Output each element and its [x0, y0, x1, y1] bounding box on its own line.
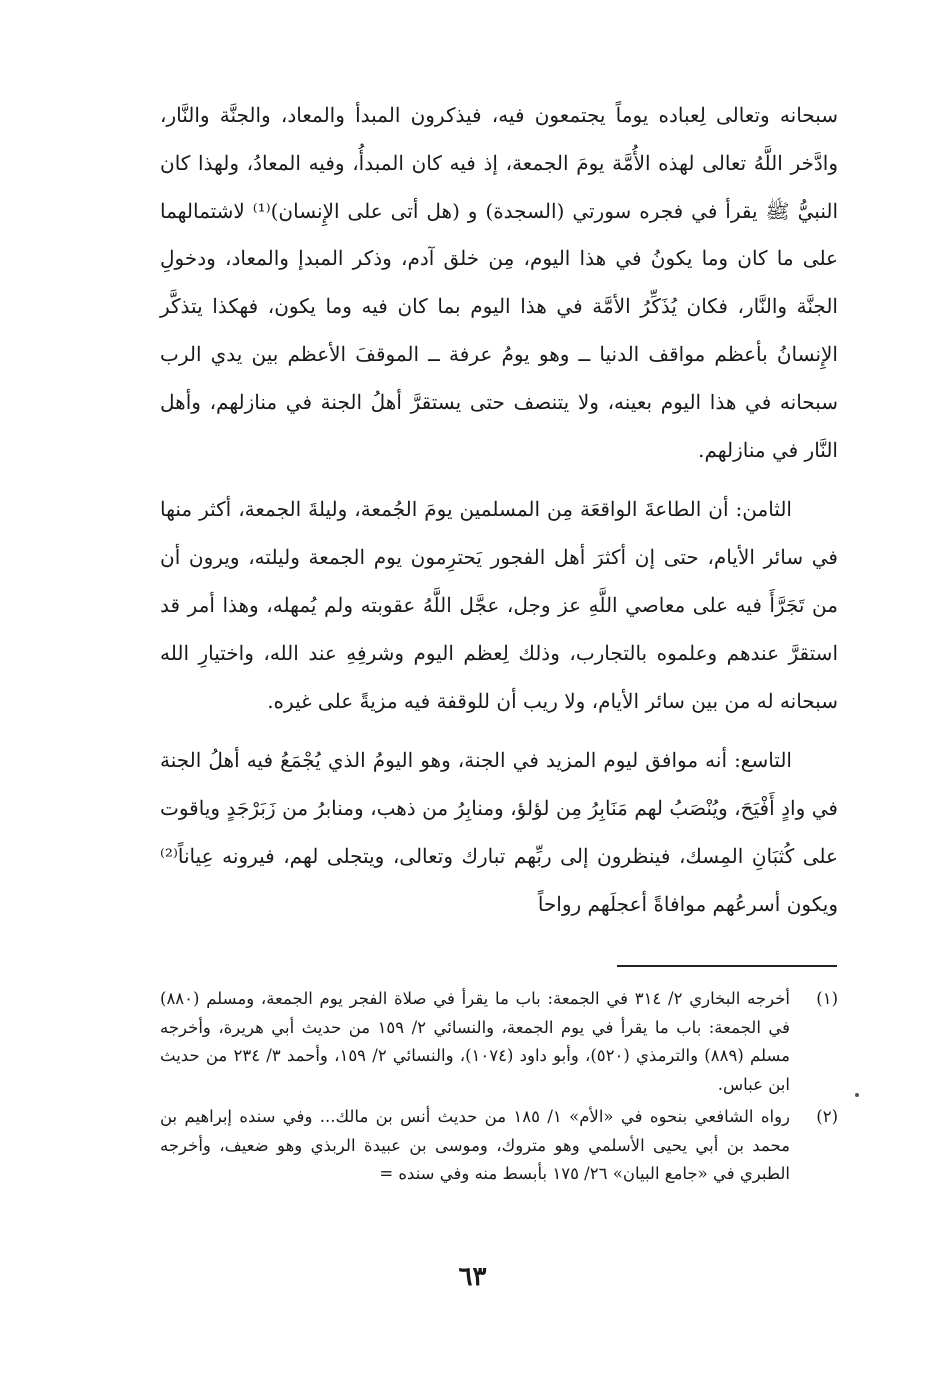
scan-speck [855, 1093, 859, 1097]
page-number: ٦٣ [458, 1262, 487, 1292]
footnote-1-number: (١) [816, 989, 838, 1008]
main-text [160, 92, 838, 929]
footnote-2-number: (٢) [816, 1107, 838, 1126]
paragraph-1: سبحانه وتعالى لِعباده يوماً يجتمعون فيه، فيذكرون المبدأ والمعاد، والجنَّة والنَّار، وادَّخر اللَّهُ تعالى لهذه الأُمَّة يومَ الجمعة، إذ فيه كان المبدأُ، وفيه المعادُ، ولهذا كان النبيُّ ﷺ يقرأ في فجره سورتي (السجدة) و (هل أتى على الإِنسان)⁽¹⁾ لاشتمالهما على ما كان وما يكونُ في هذا اليوم، مِن خلق آدم، وذكر المبدإ والمعاد، ودخولِ الجنَّة والنَّار، فكان يُذَكِّرُ الأمَّة في هذا اليوم بما كان فيه وما يكون، فهكذا يتذكَّر الإِنسانُ بأعظم مواقف الدنيا ــ وهو يومُ عرفة ــ الموقفَ الأعظم بين يدي الرب سبحانه في هذا اليوم بعينه، ولا يتنصف حتى يستقرَّ أهلُ الجنة في منازلهم، وأهل النَّار في منازلهم. [160, 103, 838, 462]
paragraph-ninth: التاسع: أنه موافق ليوم المزيد في الجنة، وهو اليومُ الذي يُجْمَعُ فيه أهلُ الجنة في وادٍ أَفْيَحَ، ويُنْصَبُ لهم مَنَابِرُ مِن لؤلؤ، ومنابِرُ من ذهب، ومنابرُ من زَبَرْجَدٍ وياقوت على كُثبَانِ المِسك، فينظرون إلى ربِّهم تبارك وتعالى، ويتجلى لهم، فيرونه عِياناً⁽²⁾ ويكون أسرعُهم موافاةً أعجلَهم رواحاً [160, 748, 838, 916]
footnote-2-text: رواه الشافعي بنحوه في «الأم» ١/ ١٨٥ من حديث أنس بن مالك... وفي سنده إبراهيم بن محمد بن أبي يحيى الأسلمي وهو متروك، وموسى بن عبيدة الربذي وهو ضعيف، وأخرجه الطبري في «جامع البيان» ٢٦/ ١٧٥ بأبسط منه وفي سنده = [160, 1107, 791, 1183]
paragraph-eighth: الثامن: أن الطاعةَ الواقعَة مِن المسلمين يومَ الجُمعة، وليلةَ الجمعة، أكثر منها في سائر الأيام، حتى إن أكثرَ أهل الفجور يَحترِمون يوم الجمعة وليلته، ويرون أن من تَجَرَّأَ فيه على معاصي اللَّهِ عز وجل، عجَّل اللَّهُ عقوبته ولم يُمهله، وهذا أمر قد استقرَّ عندهم وعلموه بالتجارب، وذلك لِعظم اليوم وشرفِهِ عند الله، واختيارِ الله سبحانه له من بين سائر الأيام، ولا ريب أن للوقفة فيه مزيةً على غيره. [160, 497, 838, 713]
footnote-1-text: أخرجه البخاري ٢/ ٣١٤ في الجمعة: باب ما يقرأ في صلاة الفجر يوم الجمعة، ومسلم (٨٨٠) في الجمعة: باب ما يقرأ في يوم الجمعة، والنسائي ٢/ ١٥٩ من حديث أبي هريرة، وأخرجه مسلم (٨٨٩) والترمذي (٥٢٠)، وأبو داود (١٠٧٤)، والنسائي ٢/ ١٥٩، وأحمد ٣/ ٢٣٤ من حديث ابن عباس. [160, 989, 791, 1094]
footnote-1 [160, 985, 838, 1099]
footnotes-section [160, 985, 838, 1193]
footnote-2 [160, 1103, 838, 1189]
footnote-separator [617, 965, 837, 967]
